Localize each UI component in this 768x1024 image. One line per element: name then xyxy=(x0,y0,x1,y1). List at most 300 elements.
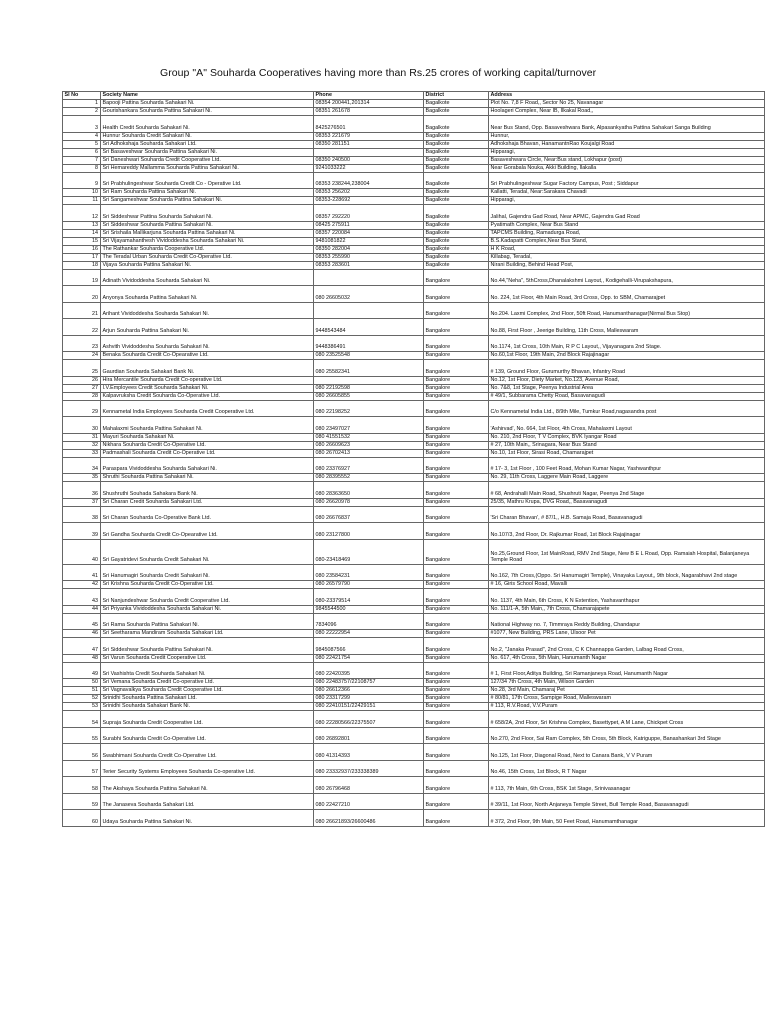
cell-district: Bangalore xyxy=(424,441,489,449)
table-row xyxy=(63,744,765,761)
cell-district: Bangalore xyxy=(424,319,489,336)
cell-district: Bangalore xyxy=(424,498,489,506)
cell-society-name: Sri Vagnavalkya Souharda Credit Cooperative Ltd. xyxy=(101,687,314,695)
cell-phone: 08354 200441,201314 xyxy=(314,100,424,108)
cell-sl-no: 38 xyxy=(63,506,101,523)
cell-society-name: Gaurdian Souharda Sahakari Bank Ni. xyxy=(101,360,314,377)
cell-address: Hipparagi, xyxy=(489,148,765,156)
cell-phone: 08353 221679 xyxy=(314,132,424,140)
cell-society-name: Sri Gandha Souharda Credit Co-Opearative Ltd. xyxy=(101,523,314,540)
cell-district: Bangalore xyxy=(424,482,489,499)
cell-address: # 1, First Floor,Aditya Building, Sri Ramanjaneya Road, Hanumanth Nagar xyxy=(489,662,765,679)
table-row xyxy=(63,474,765,482)
cell-society-name: Sri Seetharama Mandiram Souharda Sahakari Ltd. xyxy=(101,630,314,638)
cell-phone: 080 26605855 xyxy=(314,392,424,400)
cell-address: 'Sri Charan Bhavan', # 87/1,, H.B. Samaja Road, Basavanagudi xyxy=(489,506,765,523)
cell-sl-no: 33 xyxy=(63,449,101,457)
cell-phone: 080 22410151/22429151 xyxy=(314,703,424,711)
cell-address: No.107/3, 2nd Floor, Dr. Rajkumar Road, 1st Block Rajajinagar xyxy=(489,523,765,540)
cell-district: Bangalore xyxy=(424,539,489,564)
cell-sl-no: 36 xyxy=(63,482,101,499)
cell-address: Hoolageri Complex, Near IB, Ilkakal Road,, xyxy=(489,108,765,116)
cell-society-name: Gourishankara Souharda Pattina Sahakari Ni. xyxy=(101,108,314,116)
cell-phone: 080 26892801 xyxy=(314,727,424,744)
cell-district: Bagalkote xyxy=(424,164,489,172)
cell-phone: 080 26605032 xyxy=(314,286,424,303)
cell-district: Bagalkote xyxy=(424,237,489,245)
cell-district: Bagalkote xyxy=(424,132,489,140)
cell-address: Near Gorabala Nouka, Akki Building, Ilakalla xyxy=(489,164,765,172)
cell-address: # 372, 2nd Floor, 9th Main, 50 Feet Road, Hanumamthanagar xyxy=(489,810,765,827)
cell-district: Bangalore xyxy=(424,564,489,581)
cell-society-name: Sri Nanjundeshwar Souharda Credit Cooperative Ltd. xyxy=(101,589,314,606)
cell-district: Bangalore xyxy=(424,711,489,728)
cell-society-name: Shushruthi Souhada Sahakara Bank Ni. xyxy=(101,482,314,499)
cell-phone: 080 26676837 xyxy=(314,506,424,523)
cell-phone: 080 22427210 xyxy=(314,793,424,810)
cell-district: Bangalore xyxy=(424,269,489,286)
cell-sl-no: 19 xyxy=(63,269,101,286)
cell-phone: 9845087566 xyxy=(314,638,424,655)
cell-address: No.28, 3rd Main, Chamaraj Pet xyxy=(489,687,765,695)
cell-phone: 080-23418469 xyxy=(314,539,424,564)
cell-phone xyxy=(314,148,424,156)
cell-address: No.162, 7th Cross,(Oppo. Sri Hanumagiri Temple), Vinayaka Layout,, 9th block, Nagarabhavi 2nd stage xyxy=(489,564,765,581)
cell-sl-no: 23 xyxy=(63,335,101,352)
table-row xyxy=(63,269,765,286)
cell-society-name: Ashvith Vividoddesha Souharda Sahakari Ni. xyxy=(101,335,314,352)
table-row xyxy=(63,589,765,606)
table-row xyxy=(63,654,765,662)
cell-sl-no: 51 xyxy=(63,687,101,695)
table-row xyxy=(63,539,765,564)
cell-district: Bagalkote xyxy=(424,189,489,197)
cell-address: No. 210, 2nd Floor, T V Complex, BVK Iyangar Road xyxy=(489,433,765,441)
table-row xyxy=(63,108,765,116)
cell-society-name: Sri Ram Souharda Pattina Sahakari Ni. xyxy=(101,189,314,197)
cell-sl-no: 49 xyxy=(63,662,101,679)
cell-sl-no: 53 xyxy=(63,703,101,711)
cell-phone: 9448543484 xyxy=(314,319,424,336)
cell-society-name: Sri Krishna Souharda Credit Co-Operative Ltd. xyxy=(101,581,314,589)
cell-address: # 16, Giris School Road, Mavalli xyxy=(489,581,765,589)
cell-address: No.44,"Neha", 5thCross,Dhanalakshmi Layout,, Kodigehalli-Virupakshapura, xyxy=(489,269,765,286)
cell-society-name: Sri Hemareddy Mallamma Souharda Pattina Sahakari Ni. xyxy=(101,164,314,172)
cell-district: Bangalore xyxy=(424,506,489,523)
cell-phone xyxy=(314,302,424,319)
table-row xyxy=(63,760,765,777)
cell-address: # 49/1, Subbarama Chetty Road, Basavanagudi xyxy=(489,392,765,400)
cell-phone: 08351 261678 xyxy=(314,108,424,116)
cell-sl-no: 58 xyxy=(63,777,101,794)
cell-address: No.25,Ground Floor, 1st MainRoad, RMV 2nd Stage, New B E L Road, Opp. Ramaiah Hospital, Balanjaneya Temple Road xyxy=(489,539,765,564)
table-row xyxy=(63,777,765,794)
cell-address: Adhokshaja Bhavan, HanamantnRao Koujalgi Road xyxy=(489,140,765,148)
cell-address: # 68, Andrahalli Main Road, Shushruti Nagar, Peenya 2nd Stage xyxy=(489,482,765,499)
cell-district: Bangalore xyxy=(424,679,489,687)
table-header-row xyxy=(63,92,765,100)
cell-address: Jalihal, Gajendra Gad Road, Near APMC, Gajendra Gad Road xyxy=(489,205,765,222)
cell-district: Bangalore xyxy=(424,613,489,630)
table-row xyxy=(63,237,765,245)
cell-sl-no: 9 xyxy=(63,172,101,189)
cell-phone: 080 23127800 xyxy=(314,523,424,540)
cell-sl-no: 16 xyxy=(63,245,101,253)
cell-society-name: Surabhi Souharda Credit Co-Operative Ltd. xyxy=(101,727,314,744)
cell-district: Bagalkote xyxy=(424,172,489,189)
table-row xyxy=(63,245,765,253)
cell-society-name: Vijaya Souharda Pattina Sahakari Ni. xyxy=(101,261,314,269)
cell-society-name: Sri Adhokshaja Souharda Sahakari Ltd. xyxy=(101,140,314,148)
cell-address: No. 7&8, 1st Stage, Peenya Industrial Area xyxy=(489,384,765,392)
cell-address: 25/35, Mathru Krupa, DVG Road,, Basavanagudi xyxy=(489,498,765,506)
cell-sl-no: 14 xyxy=(63,229,101,237)
cell-sl-no: 40 xyxy=(63,539,101,564)
cell-address: Nirani Building, Behind Head Post, xyxy=(489,261,765,269)
cell-district: Bagalkote xyxy=(424,221,489,229)
cell-phone: 080 26796468 xyxy=(314,777,424,794)
cell-sl-no: 27 xyxy=(63,384,101,392)
cell-society-name: Mahalaxmi Souharda Pattina Sahakari Ni. xyxy=(101,417,314,434)
cell-sl-no: 31 xyxy=(63,433,101,441)
cell-phone: 080 23317299 xyxy=(314,695,424,703)
cell-district: Bangalore xyxy=(424,810,489,827)
cell-society-name: Nikhara Souharda Credit Co-Operative Ltd. xyxy=(101,441,314,449)
cell-society-name: Sri Priyanka Vividoddesha Souharda Sahakari Ni. xyxy=(101,605,314,613)
cell-sl-no: 45 xyxy=(63,613,101,630)
cell-address: H K Road, xyxy=(489,245,765,253)
cell-phone: 08425 275911 xyxy=(314,221,424,229)
column-header-phone: Phone xyxy=(314,92,424,100)
cell-phone: 080 22483757/22108757 xyxy=(314,679,424,687)
cell-society-name: Terier Security Systems Employees Souharda Co-operative Ltd. xyxy=(101,760,314,777)
cell-address: Basaveshwara Circle, Near:Bus stand, Lokhapur (post) xyxy=(489,156,765,164)
cell-sl-no: 59 xyxy=(63,793,101,810)
cell-society-name: Adinath Vividoddesha Souharda Sahakari Ni. xyxy=(101,269,314,286)
table-row xyxy=(63,457,765,474)
cell-district: Bagalkote xyxy=(424,205,489,222)
cell-society-name: Sri Charan Credit Souharda Sahakari Ltd. xyxy=(101,498,314,506)
cell-phone: 080 22420395 xyxy=(314,662,424,679)
cell-district: Bagalkote xyxy=(424,197,489,205)
cell-phone: 08350 281151 xyxy=(314,140,424,148)
table-row xyxy=(63,148,765,156)
cell-sl-no: 3 xyxy=(63,116,101,133)
cell-district: Bangalore xyxy=(424,581,489,589)
cell-phone: 080 22192598 xyxy=(314,384,424,392)
table-row xyxy=(63,172,765,189)
cell-district: Bangalore xyxy=(424,662,489,679)
cell-sl-no: 30 xyxy=(63,417,101,434)
cell-phone: 08350 240500 xyxy=(314,156,424,164)
cell-sl-no: 11 xyxy=(63,197,101,205)
cell-society-name: Arihant Vividoddesha Souharda Sahakari Ni. xyxy=(101,302,314,319)
column-header-society-name: Society Name xyxy=(101,92,314,100)
table-row xyxy=(63,449,765,457)
cell-sl-no: 10 xyxy=(63,189,101,197)
column-header-sl-no: Sl No xyxy=(63,92,101,100)
table-row xyxy=(63,662,765,679)
cell-society-name: Mayuri Souharda Sahakari Ni. xyxy=(101,433,314,441)
cell-sl-no: 52 xyxy=(63,695,101,703)
cell-sl-no: 8 xyxy=(63,164,101,172)
cell-sl-no: 22 xyxy=(63,319,101,336)
cell-sl-no: 44 xyxy=(63,605,101,613)
cell-sl-no: 7 xyxy=(63,156,101,164)
cell-phone: 080 41314393 xyxy=(314,744,424,761)
cell-society-name: Sri Gayatridevi Souharda Credit Sahakari Ni. xyxy=(101,539,314,564)
table-row xyxy=(63,253,765,261)
cell-district: Bangalore xyxy=(424,654,489,662)
cell-district: Bagalkote xyxy=(424,245,489,253)
cell-district: Bangalore xyxy=(424,457,489,474)
table-row xyxy=(63,638,765,655)
cell-society-name: Sri Hanumagiri Souharda Credit Sahakari Ni. xyxy=(101,564,314,581)
table-row xyxy=(63,376,765,384)
table-row xyxy=(63,482,765,499)
cell-society-name: The Rathankar Souharda Cooperative Ltd. xyxy=(101,245,314,253)
table-row xyxy=(63,360,765,377)
cell-address: Sri Prabhulingeshwar Sugar Factory Campus, Post ; Siddapur xyxy=(489,172,765,189)
cell-address: No.10, 1st Floor, Sirasi Road, Chamarajpet xyxy=(489,449,765,457)
cell-district: Bagalkote xyxy=(424,116,489,133)
table-row xyxy=(63,197,765,205)
cell-address: No.12, 1st Floor, Diety Market, No.123, Avenue Road, xyxy=(489,376,765,384)
cell-district: Bangalore xyxy=(424,727,489,744)
cell-district: Bangalore xyxy=(424,400,489,417)
cell-sl-no: 18 xyxy=(63,261,101,269)
cell-society-name: Shruthi Souharda Pattina Sahakari Ni. xyxy=(101,474,314,482)
cell-phone: 08350 282004 xyxy=(314,245,424,253)
cell-district: Bangalore xyxy=(424,474,489,482)
cell-address: 'Ashirvad', No. 664, 1st Floor, 4th Cross, Mahalaxmi Layout xyxy=(489,417,765,434)
cell-district: Bangalore xyxy=(424,335,489,352)
cell-society-name: Sri Siddeshwar Pattina Souharda Sahakari Ni. xyxy=(101,205,314,222)
table-row xyxy=(63,392,765,400)
table-row xyxy=(63,506,765,523)
cell-phone: 9448386491 xyxy=(314,335,424,352)
cell-sl-no: 57 xyxy=(63,760,101,777)
cell-address: Hunnur, xyxy=(489,132,765,140)
cell-sl-no: 5 xyxy=(63,140,101,148)
cell-phone: 080 22280566/22375507 xyxy=(314,711,424,728)
cell-phone: 080 23332937/233338389 xyxy=(314,760,424,777)
cell-sl-no: 50 xyxy=(63,679,101,687)
cell-address: Near Bus Stand, Opp. Basaveshwara Bank, Alpasankyatha Pattina Sahakari Sanga Building xyxy=(489,116,765,133)
cell-phone: 08353 256202 xyxy=(314,189,424,197)
cell-phone: 9241033222 xyxy=(314,164,424,172)
cell-sl-no: 55 xyxy=(63,727,101,744)
cell-address: 127/34 7th Cross, 4th Main, Wilson Garden xyxy=(489,679,765,687)
page-title: Group "A" Souharda Cooperatives having more than Rs.25 crores of working capital/turnover xyxy=(160,67,597,79)
cell-district: Bangalore xyxy=(424,352,489,360)
cell-society-name: Bapooji Pattina Souharda Sahakari Ni. xyxy=(101,100,314,108)
cell-society-name: Sri Vashishta Credit Souharda Sahakari Ni. xyxy=(101,662,314,679)
cooperatives-table xyxy=(62,91,765,827)
cell-society-name: The Akshaya Souharda Pattina Sahakari Ni. xyxy=(101,777,314,794)
cell-phone: 080 22421754 xyxy=(314,654,424,662)
cell-district: Bagalkote xyxy=(424,148,489,156)
cell-sl-no: 21 xyxy=(63,302,101,319)
cell-address: No.46, 15th Cross, 1st Block, R T Nagar xyxy=(489,760,765,777)
cell-district: Bagalkote xyxy=(424,140,489,148)
cell-sl-no: 47 xyxy=(63,638,101,655)
table-row xyxy=(63,564,765,581)
cell-address: No.270, 2nd Floor, Sai Ram Complex, 5th Cross, 5th Block, Katriguppe, Banashankari 3rd Stage xyxy=(489,727,765,744)
cell-phone: 080 22222954 xyxy=(314,630,424,638)
cell-address: # 80/81, 17th Cross, Sampige Road, Malleswaram xyxy=(489,695,765,703)
cell-society-name: Sri Daneshwari Souharda Credit Cooperative Ltd. xyxy=(101,156,314,164)
cell-society-name: Sri Rama Souharda Pattina Sahakari Ni. xyxy=(101,613,314,630)
cell-sl-no: 24 xyxy=(63,352,101,360)
table-row xyxy=(63,523,765,540)
cell-sl-no: 35 xyxy=(63,474,101,482)
table-row xyxy=(63,630,765,638)
cell-address: Pyatimath Complex, Near Bus Stand xyxy=(489,221,765,229)
cell-sl-no: 60 xyxy=(63,810,101,827)
cell-society-name: Sri Vemana Souharda Credit Co-operative Ltd. xyxy=(101,679,314,687)
table-row xyxy=(63,189,765,197)
table-body xyxy=(63,100,765,827)
table-row xyxy=(63,156,765,164)
cell-address: Plot No. 7,8 F Road,, Sector No 25, Navanagar xyxy=(489,100,765,108)
cell-district: Bangalore xyxy=(424,687,489,695)
cell-sl-no: 34 xyxy=(63,457,101,474)
table-row xyxy=(63,205,765,222)
cell-society-name: Sri Prabhulingeshwar Souharda Credit Co - Operative Ltd. xyxy=(101,172,314,189)
cell-district: Bangalore xyxy=(424,392,489,400)
cell-district: Bangalore xyxy=(424,695,489,703)
cell-district: Bagalkote xyxy=(424,108,489,116)
table-row xyxy=(63,302,765,319)
table-row xyxy=(63,695,765,703)
cell-district: Bangalore xyxy=(424,286,489,303)
cell-society-name: The Teradal Urban Souharda Credit Co-Operative Ltd. xyxy=(101,253,314,261)
cell-sl-no: 25 xyxy=(63,360,101,377)
cell-address: # 39/11, 1st Floor, North Anjaneya Temple Street, Bull Temple Road, Basavanagudi xyxy=(489,793,765,810)
table-row xyxy=(63,335,765,352)
cell-phone: 080 23525548 xyxy=(314,352,424,360)
cell-sl-no: 15 xyxy=(63,237,101,245)
cell-district: Bangalore xyxy=(424,793,489,810)
table-row xyxy=(63,140,765,148)
cell-society-name: Sri Siddeshwar Souharda Pattina Sahakari Ni. xyxy=(101,638,314,655)
cell-sl-no: 1 xyxy=(63,100,101,108)
cell-society-name: Supraja Souharda Credit Cooperative Ltd. xyxy=(101,711,314,728)
cell-phone: 080 28363650 xyxy=(314,482,424,499)
cell-address: Killabag, Teradal, xyxy=(489,253,765,261)
table-row xyxy=(63,679,765,687)
cell-district: Bangalore xyxy=(424,523,489,540)
cell-society-name: Sri Srishaila Mallikarjuna Souharda Pattina Sahakari Ni. xyxy=(101,229,314,237)
cell-sl-no: 46 xyxy=(63,630,101,638)
cell-address: Kallatti, Teradal, Near:Sarakara Chavadi xyxy=(489,189,765,197)
cell-phone: 8425276501 xyxy=(314,116,424,133)
cell-address: No.125, 1st Floor, Diagonal Road, Next to Canara Bank, V V Puram xyxy=(489,744,765,761)
cell-sl-no: 43 xyxy=(63,589,101,606)
table-row xyxy=(63,687,765,695)
table-row xyxy=(63,286,765,303)
cell-society-name: Udaya Souharda Pattina Sahakari Ni. xyxy=(101,810,314,827)
cell-address: # 139, Ground Floor, Gurumurthy Bhavan, Infantry Road xyxy=(489,360,765,377)
cell-phone: 08353 238244,238004 xyxy=(314,172,424,189)
cell-phone: 08353 283601 xyxy=(314,261,424,269)
cell-phone: 080 25582341 xyxy=(314,360,424,377)
cell-sl-no: 39 xyxy=(63,523,101,540)
cell-society-name: Kalpavruksha Credit Souharda Co-Operative Ltd. xyxy=(101,392,314,400)
cell-address: No. 224, 1st Floor, 4th Main Road, 3rd Cross, Opp. to SBM, Chamarajpet xyxy=(489,286,765,303)
cell-phone: 08353 255990 xyxy=(314,253,424,261)
table-row xyxy=(63,352,765,360)
cell-district: Bagalkote xyxy=(424,156,489,164)
cell-district: Bangalore xyxy=(424,449,489,457)
cell-phone: 080 26609623 xyxy=(314,441,424,449)
cell-district: Bangalore xyxy=(424,760,489,777)
cell-phone: 7834096 xyxy=(314,613,424,630)
cell-society-name: Sri Siddeshwar Souharda Pattina Sahakari Ni. xyxy=(101,221,314,229)
cell-sl-no: 41 xyxy=(63,564,101,581)
cell-society-name: Hira Mercantile Souharda Credit Co-operative Ltd. xyxy=(101,376,314,384)
cell-society-name: Benaka Souharda Credit Co-Opearative Ltd. xyxy=(101,352,314,360)
cell-address: #1077, New Building, PRS Lane, Ulsoor Pet xyxy=(489,630,765,638)
cell-district: Bangalore xyxy=(424,384,489,392)
cell-phone: 080 23584231 xyxy=(314,564,424,581)
cell-address: National Highway no. 7, Timmraya Reddy Building, Chandapur xyxy=(489,613,765,630)
cell-district: Bangalore xyxy=(424,744,489,761)
table-row xyxy=(63,498,765,506)
cell-sl-no: 48 xyxy=(63,654,101,662)
cell-address: # 113, 7th Main, 6th Cross, BSK 1st Stage, Srinivasanagar xyxy=(489,777,765,794)
cell-district: Bangalore xyxy=(424,777,489,794)
table-row xyxy=(63,581,765,589)
cell-society-name: The Janaseva Souharda Sahakari Ltd. xyxy=(101,793,314,810)
cell-address: No.1174, 1st Cross, 10th Main, R P C Layout,, Vijayanagara 2nd Stage. xyxy=(489,335,765,352)
cell-district: Bangalore xyxy=(424,376,489,384)
cell-district: Bangalore xyxy=(424,630,489,638)
cell-address: No.60,1st Floor, 19th Main, 2nd Block Rajajinagar xyxy=(489,352,765,360)
cell-phone: 9481081822 xyxy=(314,237,424,245)
cell-society-name: I.V.Employees Credit Souharda Sahakari Ni. xyxy=(101,384,314,392)
cell-society-name: Anyonya Souharda Pattina Sahakari Ni. xyxy=(101,286,314,303)
table-row xyxy=(63,605,765,613)
cell-society-name: Srinidhi Souharda Pattina Sahakari Ltd. xyxy=(101,695,314,703)
cell-district: Bangalore xyxy=(424,360,489,377)
table-row xyxy=(63,417,765,434)
cell-address: # 658/2A, 2nd Floor, Sri Krishna Complex, Basettypet, A M Lane, Chickpet Cross xyxy=(489,711,765,728)
cell-address: # 113, R.V.Road, V.V.Puram xyxy=(489,703,765,711)
table-row xyxy=(63,703,765,711)
cell-phone xyxy=(314,376,424,384)
cell-district: Bangalore xyxy=(424,417,489,434)
cell-phone: 080 23497027 xyxy=(314,417,424,434)
table-row xyxy=(63,116,765,133)
cell-district: Bagalkote xyxy=(424,253,489,261)
cell-sl-no: 32 xyxy=(63,441,101,449)
cell-phone: 080 26579790 xyxy=(314,581,424,589)
table-row xyxy=(63,384,765,392)
cell-phone: 080 41551532 xyxy=(314,433,424,441)
table-row xyxy=(63,711,765,728)
cell-society-name: Paraspara Vividoddesha Souharda Sahakari Ni. xyxy=(101,457,314,474)
cell-district: Bangalore xyxy=(424,589,489,606)
cell-address: No.88, First Floor , Jeerige Building, 11th Cross, Malleswaram xyxy=(489,319,765,336)
cell-address: # 17- 3, 1st Floor , 100 Feet Road, Mohan Kumar Nagar, Yashwanthpur xyxy=(489,457,765,474)
cell-phone: 08357 292220 xyxy=(314,205,424,222)
cell-society-name: Swabhimani Souharda Credit Co-Operative Ltd. xyxy=(101,744,314,761)
cell-sl-no: 26 xyxy=(63,376,101,384)
cell-phone: 080 23376927 xyxy=(314,457,424,474)
cell-sl-no: 56 xyxy=(63,744,101,761)
